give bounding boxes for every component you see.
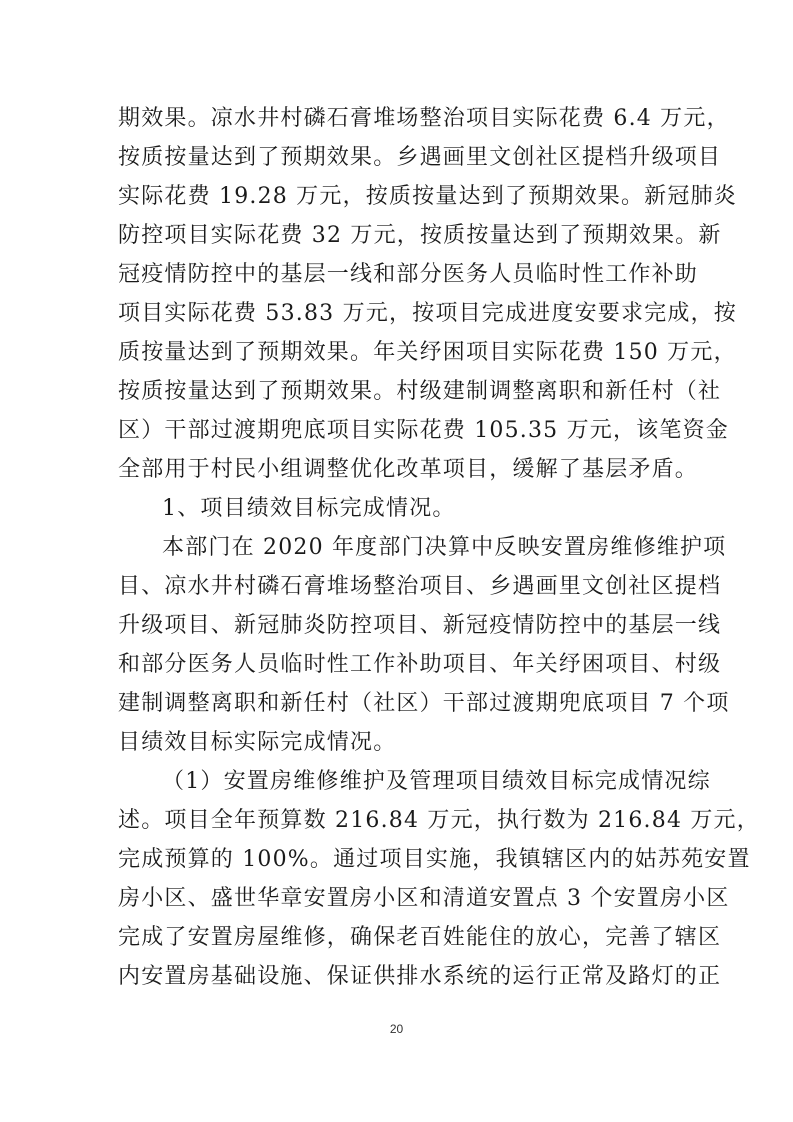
body-text-line: 防控项目实际花费 32 万元，按质按量达到了预期效果。新 <box>118 223 722 248</box>
body-text-line: 目、凉水井村磷石膏堆场整治项目、乡遇画里文创社区提档 <box>118 574 722 599</box>
body-text-line: 区）干部过渡期兜底项目实际花费 105.35 万元，该笔资金 <box>118 418 729 443</box>
body-text-line: 升级项目、新冠肺炎防控项目、新冠疫情防控中的基层一线 <box>118 613 722 638</box>
body-text-line: 房小区、盛世华章安置房小区和清道安置点 3 个安置房小区 <box>118 886 730 911</box>
body-text-line: 期效果。凉水井村磷石膏堆场整治项目实际花费 6.4 万元， <box>118 106 730 131</box>
body-text-line: 质按量达到了预期效果。年关纾困项目实际花费 150 万元， <box>118 340 737 365</box>
body-text-line: 目绩效目标实际完成情况。 <box>118 730 397 755</box>
body-text-line: 述。项目全年预算数 216.84 万元，执行数为 216.84 万元， <box>118 808 760 833</box>
body-text-line: 本部门在 2020 年度部门决算中反映安置房维修维护项 <box>162 535 727 560</box>
section-heading: 1、项目绩效目标完成情况。 <box>162 496 456 521</box>
body-text-line: 项目实际花费 53.83 万元，按项目完成进度安要求完成，按 <box>118 301 737 326</box>
page-number: 20 <box>389 1022 404 1036</box>
subsection-heading: （1）安置房维修维护及管理项目绩效目标完成情况综 <box>162 769 711 794</box>
body-text-line: 全部用于村民小组调整优化改革项目，缓解了基层矛盾。 <box>118 457 699 482</box>
body-text-line: 内安置房基础设施、保证供排水系统的运行正常及路灯的正 <box>118 964 722 989</box>
body-text-line: 完成预算的 100%。通过项目实施，我镇辖区内的姑苏苑安置 <box>118 847 751 872</box>
body-text-line: 冠疫情防控中的基层一线和部分医务人员临时性工作补助 <box>118 262 699 287</box>
body-text-line: 和部分医务人员临时性工作补助项目、年关纾困项目、村级 <box>118 652 722 677</box>
body-text-line: 建制调整离职和新任村（社区）干部过渡期兜底项目 7 个项 <box>118 691 730 716</box>
body-text-line: 按质按量达到了预期效果。村级建制调整离职和新任村（社 <box>118 379 722 404</box>
body-text-line: 实际花费 19.28 万元，按质按量达到了预期效果。新冠肺炎 <box>118 184 737 209</box>
body-text-line: 完成了安置房屋维修，确保老百姓能住的放心，完善了辖区 <box>118 925 722 950</box>
body-text-line: 按质按量达到了预期效果。乡遇画里文创社区提档升级项目 <box>118 145 722 170</box>
